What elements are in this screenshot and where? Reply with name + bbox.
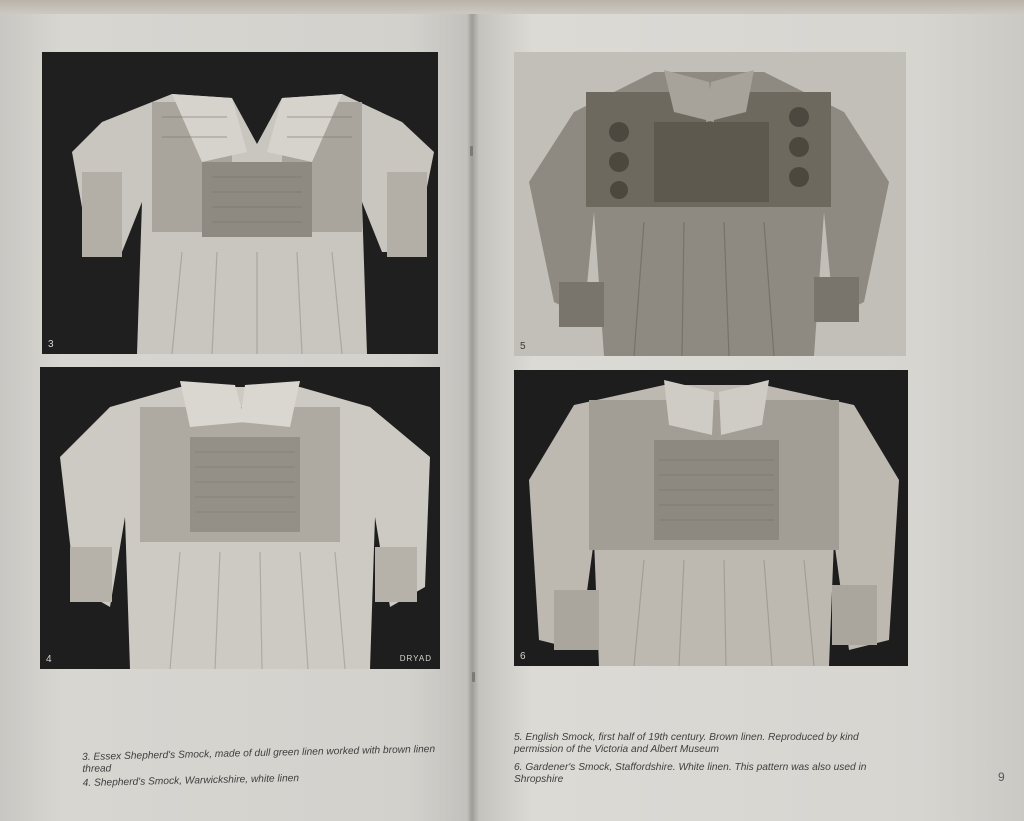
right-page [472, 0, 1024, 821]
caption-5: 5. English Smock, first half of 19th century. Brown linen. Reproduced by kind permission of the Victoria and Albert Museum [514, 732, 859, 755]
left-page [0, 0, 470, 821]
plate-number: 6 [520, 651, 526, 662]
plate-5-photo [514, 52, 906, 356]
smock-illustration [514, 52, 906, 356]
smock-illustration [40, 367, 440, 669]
page-number: 9 [998, 770, 1005, 784]
smock-illustration [42, 52, 438, 354]
plate-number: 4 [46, 654, 52, 665]
right-captions [514, 732, 909, 786]
plate-number: 3 [48, 339, 54, 350]
photographer-mark: DRYAD [399, 654, 432, 663]
caption-4: 4. Shepherd's Smock, Warwickshire, white linen [82, 773, 300, 789]
plate-4-photo [40, 367, 440, 669]
left-captions [82, 744, 453, 790]
smock-illustration [514, 370, 908, 666]
plate-number: 5 [520, 341, 526, 352]
caption-6: 6. Gardener's Smock, Staffordshire. White linen. This pattern was also used in Shropshire [514, 762, 867, 785]
caption-3: 3. Essex Shepherd's Smock, made of dull green linen worked with brown linen thread [82, 743, 436, 775]
plate-3-photo [42, 52, 438, 354]
plate-6-photo [514, 370, 908, 666]
